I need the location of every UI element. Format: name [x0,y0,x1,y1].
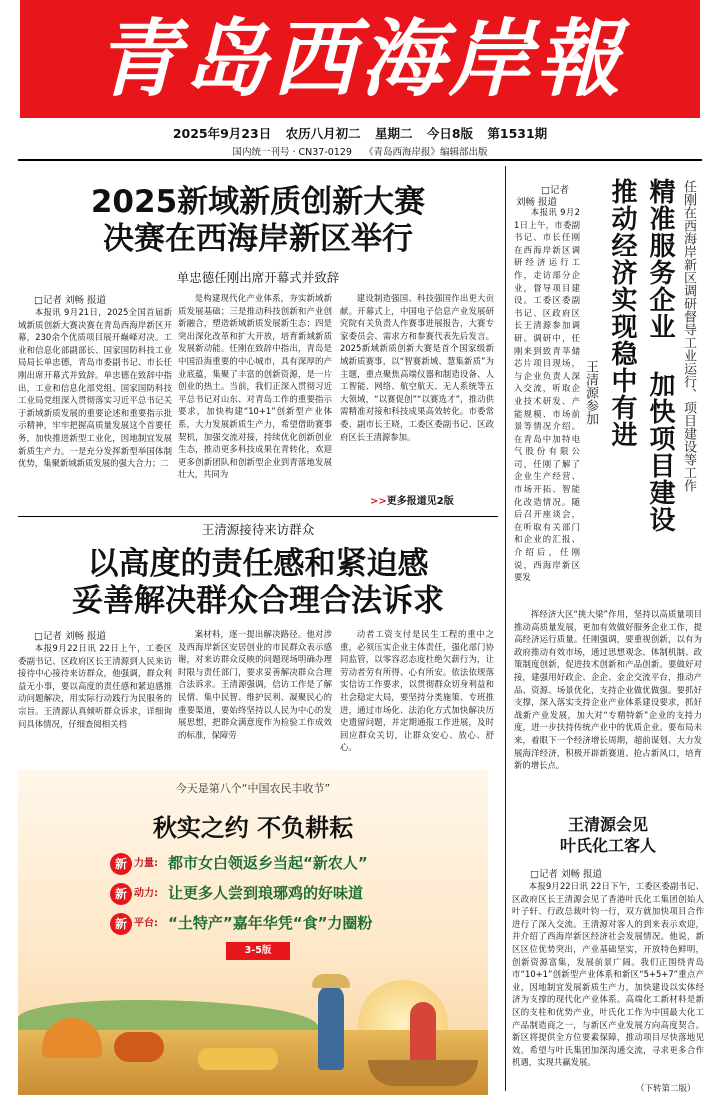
farmer-illustration [318,985,344,1070]
article1-subtitle: 单忠德任刚出席开幕式并致辞 [176,270,340,285]
page-count: 今日8版 [426,126,474,141]
article4-byline: □记者 刘畅 报道 [530,869,603,880]
article1-col1: 本报讯 9月21日，2025全国首届新域新质创新大赛决赛在青岛西海岸新区开幕，230余个优质项目展开巅峰对决。工业和信息化部副部长、国家国防科技工业局局长单忠德，青岛市委副书记、市长任刚出席开幕式并致辞。单忠德在致辞中指出，工业和信息化部党组、国家国防科技工业局党组深入贯彻落实习近平总书记关于新域新质发展的重要论述和重要指示批示精神，牢牢把握高质量发展这个首要任务，加快推进新型工业化，因地制宜发展新质生产力。一是充分发挥新型举国体制优势，集聚新域新质发展的强大合力；二 [18,307,172,469]
article3-wide-col: 挥经济大区“挑大梁”作用，坚持以高质量项目推动高质量发展，更加有效做好服务企业工作，提高经济运行质量。任刚强调，要重视创新，以有为政府推动有效市场，通过思想观念、体制机制、政策制度创新，促进技术创新和产品创新。要做好对接，建强用好政企、企企、金企交流平台，推动产品、资源、场景优化，支持企业做优做强。要抓好支撑，深入落实支持企业产业体系建设要求，抓好战新产业发展，加大对“专精特新”企业的支持力度，进一步扶持传统产业中的优质企业。要布局未来，着眼下一个经济增长周期，超前谋划、大力发展海洋经济，积极开辟新赛道、抢占新风口，培育新的增长点。 [514,609,702,771]
article3-narrow-col: 本报讯 9月21日上午，市委副书记、市长任刚在西海岸新区调研经济运行工作，走访部分企业，督导项目建设。工委区委副书记、区政府区长王清源参加调研。调研中，任刚来到致青莘储芯片项目现场，与企业负责人深入交流，听取企业技术研发、产能规模、市场前景等情况介绍。在青岛中加特电气股份有限公司，任刚了解了企业生产经营、市场开拓、智能化改造情况。随后召开座谈会，在听取有关部门和企业的汇报、介绍后，任刚说，西海岸新区要发 [514,207,580,583]
article2-col1: 本报9月22日讯 22日上午，工委区委副书记、区政府区长王清源到人民来访接待中心接待来访群众，他强调，群众利益无小事，要以高度的责任感和紧迫感推动问题解决，用实际行动践行为民服务的宗旨。王清源认真倾听群众诉求，详细询问具体情况，仔细查阅相关档 [18,643,172,729]
basket-illustration [368,1060,478,1086]
promo-row-1[interactable]: 新 力量: 都市女白领返乡当起“新农人” [110,850,488,876]
article1-col2: 是构建现代化产业体系，夯实新域新质发展基础；三是推动科技创新和产业创新融合，塑造新域新质发展新生态；四是突出深化改革和扩大开放，培育新域新质发展新动能。任刚在致辞中指出，青岛是中国沿海重要的中心城市，具有深厚的产业底蕴，集聚了丰富的创新资源，是一片创业的热土。当前，我们正深入贯彻习近平总书记对山东、对青岛工作的重要指示要求，加快构建“10+1”创新型产业体系，大力发展新质生产力，希望借助赛事契机，加强交流对接，持续优化创新创业生态，推动更多科技成果在青转化，欢迎更多创新团队和创新型企业到青落地发展壮大，共同为 [178,293,332,480]
weekday: 星期二 [374,126,413,141]
new-tag-icon: 新 [110,853,132,875]
new-tag-icon: 新 [110,913,132,935]
article4-body: 本报9月22日讯 22日下午，工委区委副书记、区政府区长王清源会见了香港叶氏化工集团创始人叶子轩、行政总裁叶钧一行，双方就加快项目合作进行了深入交流。王清源对客人的到来表示欢迎，并介绍了西海岸新区经济社会发展情况。他说，新区区位优势突出，产业基础坚实，开放特色鲜明，创新资源富集，发展前景广阔。我们正围绕青岛市“10+1”创新型产业体系和新区“5+5+7”重点产业，因地制宜发展新质生产力，加快建设以实体经济为支撑的现代化产业体系。高端化工新材料是新区的支柱和优势产业，叶氏化工作为中国最大化工产品制造商之一，与新区产业发展方向高度契合。新区将提供全方位要素保障，推动项目尽快落地见效。希望与叶氏集团加深沟通交流，寻求更多合作机遇，实现共赢发展。 [512,881,704,1068]
more-reports-link[interactable]: >>更多报道见2版 [370,496,454,507]
article1-col3: 建设制造强国、科技强国作出更大贡献。开幕式上，中国电子信息产业发展研究院有关负责人作赛事进展报告，大赛专家委员会、需求方和参赛代表先后发言。2025新域新质创新大赛是首个国家级新域新质赛事，以“智赛新域、慧集新质”为主题，重点聚焦高端仪器和制造设备、人工智能、网络、航空航天、无人系统等五大领域，“以赛促创”“以赛选才”，推动供需精准对接和科技成果高效转化。市委常委、副市长王晓，工委区委副书记、区政府区长王清源参加。 [340,293,494,442]
article1-byline: □记者 刘畅 报道 [34,295,107,306]
cn-number: 国内统一刊号 · CN37-0129 [232,147,352,158]
article2-kicker: 王清源接待来访群众 [201,522,315,537]
promo-row-2[interactable]: 新 动力: 让更多人尝到琅琊鸡的好味道 [110,880,488,906]
article2-col2: 案材料，逐一提出解决路径。他对涉及西海岸新区安居创业的市民群众表示感谢，对来访群众反映的问题现场明确办理时限与责任部门，要求妥善解决群众合理合法诉求。王清源强调，信访工作是了解民情、集中民智、维护民利、凝聚民心的重要渠道，要始终坚持以人民为中心的发展思想，把群众满意度作为检验工作成效的标准，保障劳 [178,629,332,740]
issue-date: 2025年9月23日 [172,126,272,141]
editorial-office: 《青岛西海岸报》编辑部出版 [364,147,488,158]
article1-rule [18,516,498,517]
article4-headline[interactable]: 王清源会见 叶氏化工客人 [559,815,656,855]
straw-hat-icon [312,974,350,988]
article3-kicker: 任刚在西海岸新区调研督导工业运行、项目建设等工作 [681,180,696,492]
article3-byline-label: □记者 [541,185,569,196]
article2-headline[interactable]: 以高度的责任感和紧迫感 妥善解决群众合理合法诉求 [72,546,444,619]
article3-headline-line1[interactable]: 精准服务企业 加快项目建设 [645,178,675,533]
column-divider [505,166,506,1091]
promo-page-badge[interactable]: 3-5版 [226,942,290,960]
masthead-rule [18,159,702,161]
article3-headline-line2[interactable]: 推动经济实现稳中有进 [607,178,637,448]
promo-topline: 今天是第八个“中国农民丰收节” [175,782,331,795]
article3-attendance: 王清源参加 [583,360,598,425]
article2-byline: □记者 刘畅 报道 [34,631,107,642]
article1-headline[interactable]: 2025新域新质创新大赛 决赛在西海岸新区举行 [90,184,426,257]
promo-row-3[interactable]: 新 平台: “土特产”嘉年华凭“食”力圈粉 [110,910,488,936]
article3-byline-name: 刘畅 报道 [516,197,558,208]
lunar-date: 农历八月初二 [285,126,361,141]
dateline [0,124,720,142]
corn-illustration [198,1048,278,1070]
harvest-festival-promo[interactable] [18,770,488,1095]
issue-number: 第1531期 [487,126,548,141]
new-tag-icon: 新 [110,883,132,905]
masthead-title: 青岛西海岸報 [95,9,624,108]
publication-info [0,144,720,158]
article2-col3: 动者工资支付是民生工程的重中之重，必须压实企业主体责任，强化部门协同监管，以零容忍态度杜绝欠薪行为，让劳动者劳有所得、心有所安。依法依规落实信访工作要求，以贯彻群众切身利益和社会稳定大局，要坚持分类施策、专班推进，通过市场化、法治化方式加快解决历史遗留问题，并定期通报工作进展，及时回应群众关切，让群众安心、放心、舒心。 [340,629,494,753]
pumpkin-illustration [114,1032,164,1062]
article4-continued: （下转第二版） [636,1084,696,1094]
promo-headline: 秋实之约 不负耕耘 [152,813,354,842]
